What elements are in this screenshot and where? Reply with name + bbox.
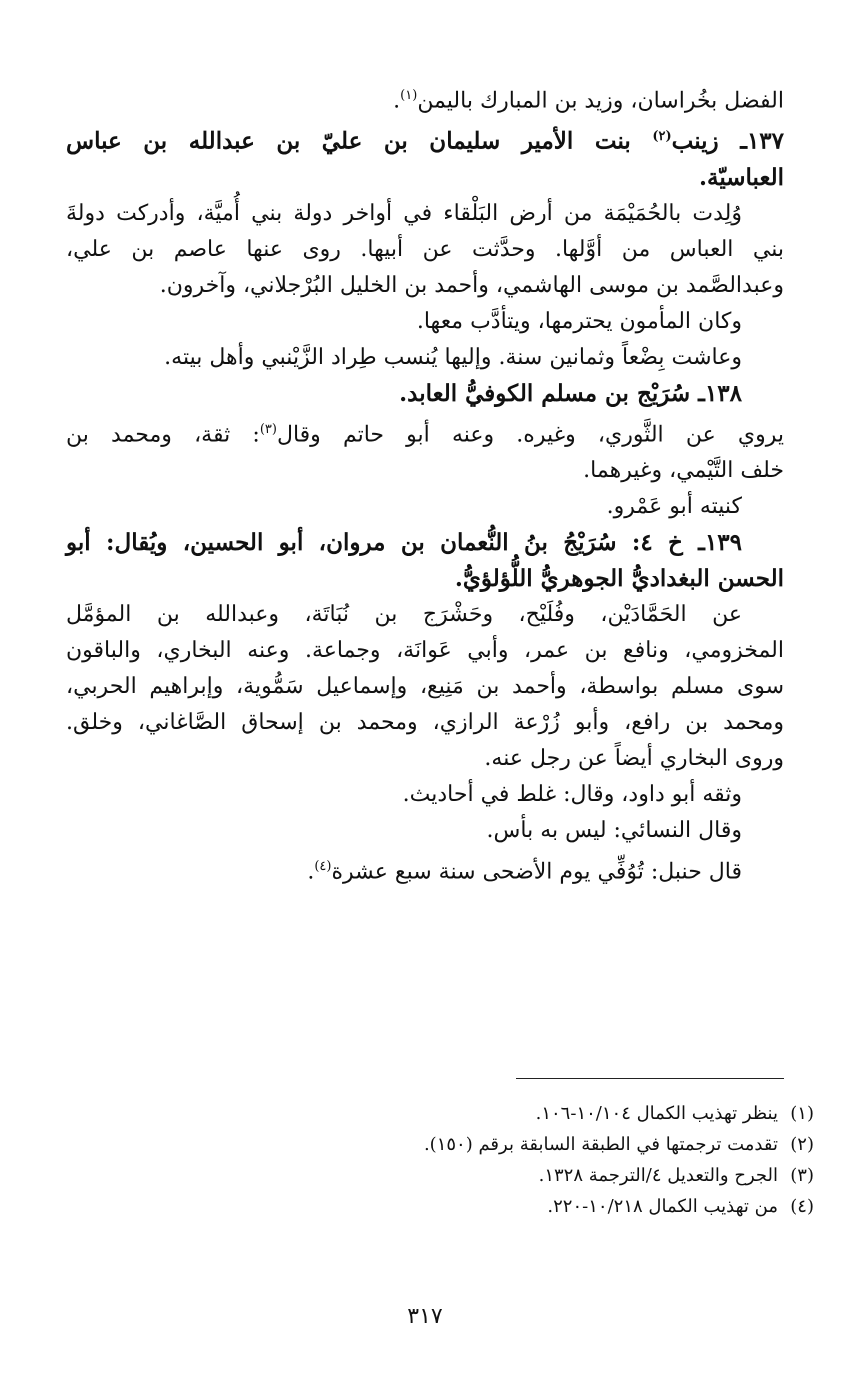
entry-heading-continued: العباسيّة. [699, 163, 784, 191]
entry-heading-continued: الحسن البغداديُّ الجوهريُّ اللُّؤلؤيُّ. [454, 565, 784, 593]
footnote-number: (٢) [790, 1134, 814, 1155]
footnote-item [66, 1160, 814, 1191]
text-line: المخزومي، ونافع بن عمر، وأبي عَوانَة، وجماعة. وعنه البخاري، والباقون [66, 638, 784, 664]
footnote-item [66, 1098, 814, 1129]
main-text [66, 78, 784, 891]
text-line: بني العباس من أوَّلها. وحدَّثت عن أبيها. روى عنها عاصم بن علي، [66, 236, 784, 262]
text-line: قال حنبل: تُوُفِّي يوم الأضحى سنة سبع عشرة$^{(٤)}$. [307, 859, 742, 885]
text-line: يروي عن الثَّوري، وغيره. وعنه أبو حاتم وقال$^{(٣)}$: ثقة، ومحمد بن [66, 421, 784, 448]
text-line: عن الحَمَّادَيْن، وفُلَيْح، وحَشْرَج بن نُبَاتَة، وعبدالله بن المؤمَّل [66, 602, 742, 628]
entry-heading: ١٣٧ـ زينب$^{(٢)}$ بنت الأمير سليمان بن عليّ بن عبدالله بن عباس [66, 127, 784, 155]
text-line: وُلِدت بالحُمَيْمَة من أرض البَلْقاء في أواخر دولة بني أُميَّة، وأدركت دولةَ [66, 200, 742, 226]
footnotes [66, 1098, 814, 1222]
text-line: وثقه أبو داود، وقال: غلط في أحاديث. [402, 782, 742, 808]
footnote-ref: (١) [400, 88, 418, 103]
footnote-number: (١) [790, 1103, 814, 1124]
text-line: وقال النسائي: ليس به بأس. [486, 818, 742, 844]
text-line: وروى البخاري أيضاً عن رجل عنه. [484, 746, 784, 772]
footnote-item [66, 1129, 814, 1160]
text-line: ومحمد بن رافع، وأبو زُرْعة الرازي، ومحمد بن إسحاق الصَّاغاني، وخلق. [66, 710, 784, 736]
footnote-ref: (٢) [652, 129, 672, 145]
text-line: سوى مسلم بواسطة، وأحمد بن مَنِيع، وإسماعيل سَمُّوية، وإبراهيم الحربي، [66, 674, 784, 700]
text-line: خلف التَّيْمي، وغيرهما. [583, 458, 784, 484]
footnote-text: الجرح والتعديل ٤/الترجمة ١٣٢٨. [538, 1165, 778, 1186]
footnote-text: تقدمت ترجمتها في الطبقة السابقة برقم (١٥٠). [423, 1134, 778, 1155]
text-line: الفضل بخُراسان، وزيد بن المبارك باليمن$^{(١)}$. [393, 88, 784, 114]
text-line: وعبدالصَّمد بن موسى الهاشمي، وأحمد بن الخليل البُرْجلاني، وآخرون. [159, 272, 784, 298]
footnote-number: (٣) [790, 1165, 814, 1186]
footnote-divider [516, 1078, 784, 1079]
text-line: كنيته أبو عَمْرو. [606, 494, 742, 520]
footnote-ref: (٣) [259, 421, 277, 437]
footnote-item [66, 1191, 814, 1222]
text-line: وعاشت بِضْعاً وثمانين سنة. وإليها يُنسب طِراد الزَّيْنبي وأهل بيته. [164, 344, 742, 370]
footnote-ref: (٤) [314, 859, 332, 875]
page-number: ٣١٧ [407, 1304, 443, 1329]
footnote-number: (٤) [790, 1196, 814, 1217]
footnote-text: من تهذيب الكمال ١٠/٢١٨-٢٢٠. [547, 1196, 778, 1217]
footnote-text: ينظر تهذيب الكمال ١٠/١٠٤-١٠٦. [535, 1103, 778, 1124]
text-line: وكان المأمون يحترمها، ويتأدَّب معها. [416, 308, 742, 334]
entry-heading: ١٣٩ـ خ ٤: سُرَيْجُ بنُ النُّعمان بن مروان، أبو الحسين، ويُقال: أبو [66, 529, 742, 557]
entry-heading: ١٣٨ـ سُرَيْج بن مسلم الكوفيُّ العابد. [399, 379, 742, 407]
